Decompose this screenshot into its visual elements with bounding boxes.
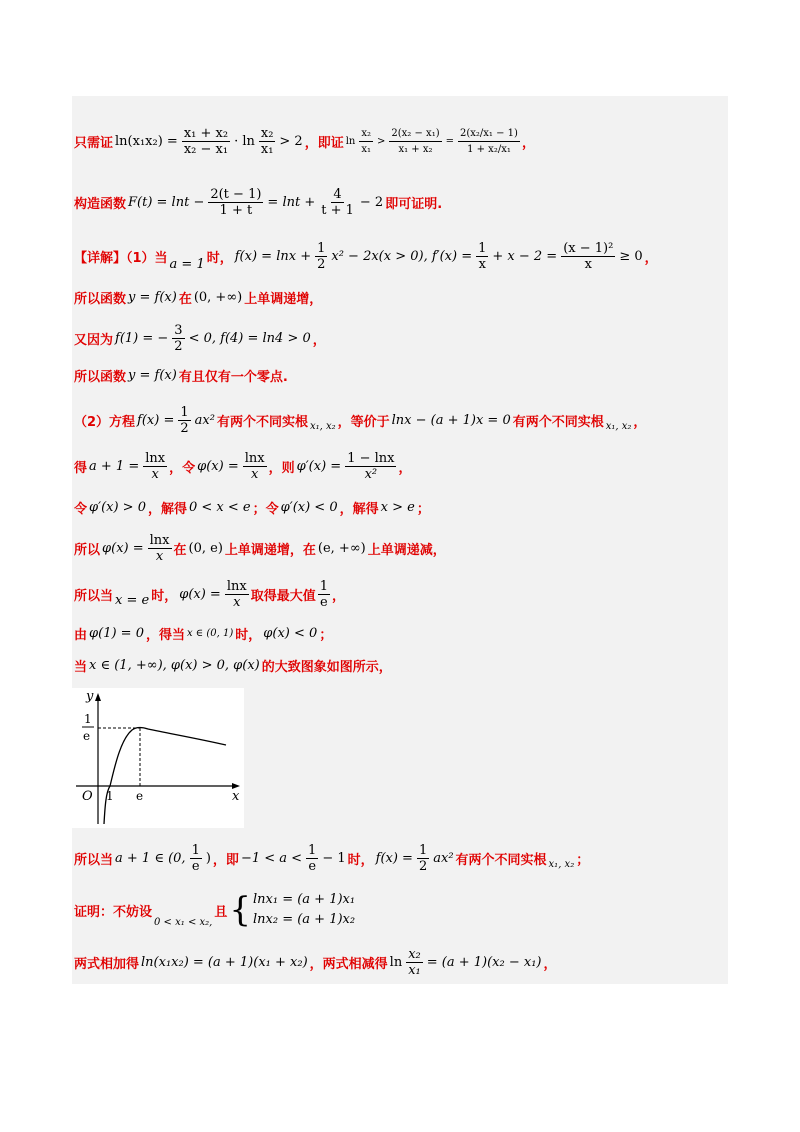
line-15: 证明：不妨设 0 < x₁ < x₂, 且 { lnx₁ = (a + 1)x₁ lnx₂ = (a + 1)x₂: [74, 890, 356, 930]
line-6: 所以函数 y = f(x) 有且仅有一个零点.: [74, 367, 288, 385]
line-16: 两式相加得 ln(x₁x₂) = (a + 1)(x₁ + x₂) ，两式相减得 ln $\frac{\text{x₂}}{\text{x₁}}$ = (a + 1)(x₂ − x₁) ，: [74, 946, 557, 978]
line-4: 所以函数 y = f(x) 在 (0, +∞) 上单调递增，: [74, 289, 323, 307]
line-8: 得 a + 1 = $\frac{\ln x}{x}$ ，令 φ(x) = $\frac{\ln x}{x}$ ，则 φ′(x) = $\frac{1 - \ln x}{\text{x²}}$ ，: [74, 450, 412, 482]
line-10: 所以 φ(x) = $\frac{\ln x}{x}$ 在 (0, e) 上单调递增，在 (e, +∞) 上单调递减，: [74, 532, 446, 564]
origin-label: O: [82, 789, 93, 804]
line-7: （2）方程 f(x) = $\frac{1}{2}$ ax² 有两个不同实根 x₁, x₂ ，等价于 lnx − (a + 1)x = 0 有两个不同实根 x₁, x₂ ，: [74, 404, 647, 436]
line-5: 又因为 f(1) = − $\frac{3}{2}$ < 0, f(4) = ln4 > 0 ，: [74, 322, 326, 354]
line-11: 所以当 x = e 时， φ(x) = $\frac{\ln x}{x}$ 取得最大值 $\frac{1}{e}$ ，: [74, 578, 346, 610]
y-label: y: [86, 689, 94, 704]
line-12: 由 φ(1) = 0 ，得当 x ∈ (0, 1) 时， φ(x) < 0 ；: [74, 625, 333, 643]
tick-one-label: 1: [106, 789, 114, 803]
x-label: x: [232, 789, 240, 804]
line-1: 只需证 ln(x₁x₂) = $\frac{\text{x₁ + x₂}}{\text{x₂ − x₁}}$ · ln $\frac{\text{x₂}}{\text{x₁}}$ > 2 ，即证 ln $\frac{\text{x₂}}{\text{x₁}}$ > $\frac{\text{2(x₂ − x₁)}}{\text{x₁ + x₂}}$ = $\frac{\text{2(x₂/x₁ − 1)}}{\text{1 + x₂/x₁}}$ ，: [74, 125, 535, 157]
ymax-denominator: e: [83, 729, 91, 743]
line-2: 构造函数 F(t) = lnt − $\frac{2(t - 1)}{1 + t}$ = lnt + $\frac{4}{t + 1}$ − 2 即可证明.: [74, 186, 443, 218]
ymax-numerator: 1: [84, 712, 92, 726]
phi-graph: [72, 688, 244, 828]
left-brace: {: [229, 890, 251, 930]
line-13: 当 x ∈ (1, +∞), φ(x) > 0, φ(x) 的大致图象如图所示，: [74, 657, 392, 675]
line-9: 令 φ′(x) > 0 ，解得 0 < x < e ；令 φ′(x) < 0 ，解得 x > e ；: [74, 499, 430, 517]
tick-e-label: e: [136, 789, 144, 803]
equation-system: { lnx₁ = (a + 1)x₁ lnx₂ = (a + 1)x₂: [229, 890, 356, 930]
line-3: 【详解】（1）当 a = 1 时， f(x) = lnx + $\frac{1}{2}$ x² − 2x(x > 0), f′(x) = $\frac{1}{x}$ + x − 2 = $\frac{\text{(x − 1)²}}{x}$ ≥ 0 ，: [74, 240, 658, 272]
line-14: 所以当 a + 1 ∈ (0, $\frac{1}{e}$ ) ，即 −1 < a < $\frac{1}{e}$ − 1 时， f(x) = $\frac{1}{2}$ ax² 有两个不同实根 x₁, x₂ ；: [74, 842, 590, 874]
